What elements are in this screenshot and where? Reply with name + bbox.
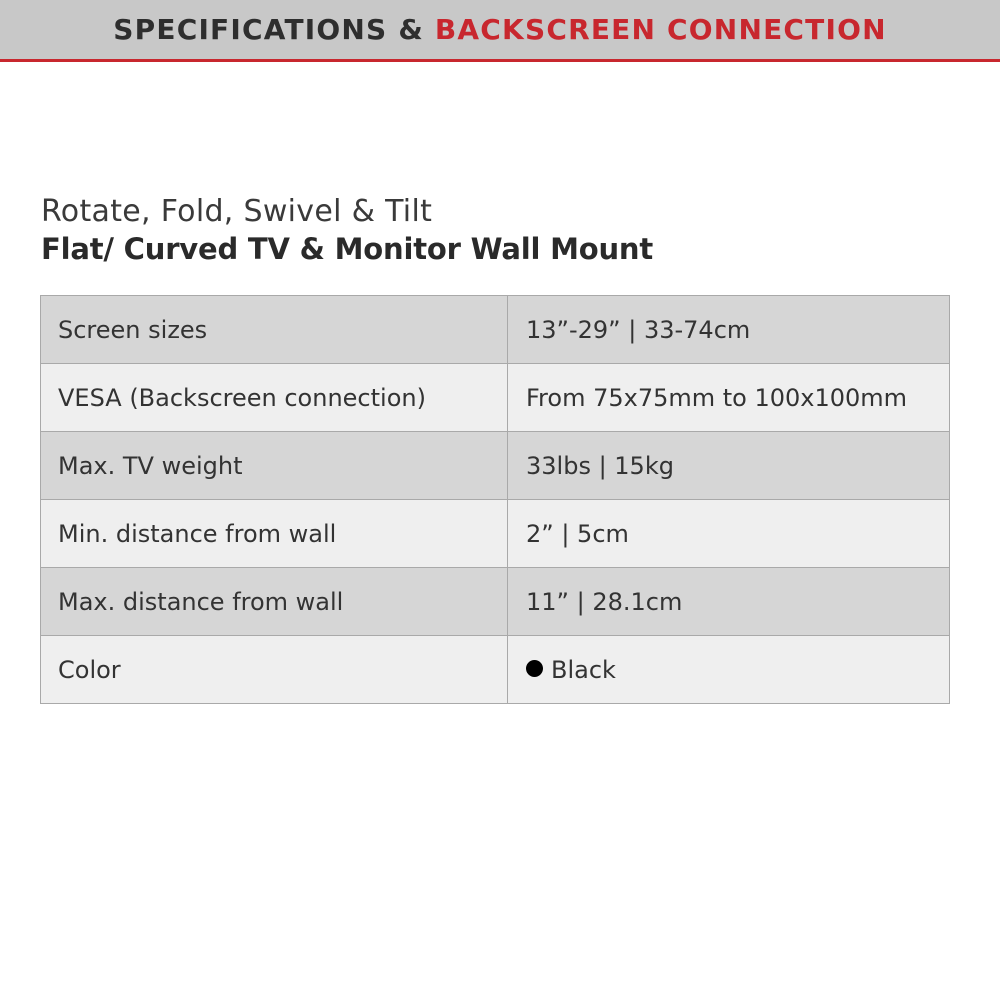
spec-label-color: Color [41, 636, 508, 704]
product-heading [41, 193, 653, 267]
spec-value-min-distance: 2” | 5cm [508, 500, 950, 568]
table-row [41, 636, 950, 704]
table-row [41, 296, 950, 364]
specifications-table [40, 295, 950, 704]
spec-label-screen-sizes: Screen sizes [41, 296, 508, 364]
spec-label-vesa [41, 364, 508, 432]
spec-label-max-tv-weight: Max. TV weight [41, 432, 508, 500]
product-title: Flat/ Curved TV & Monitor Wall Mount [41, 232, 654, 266]
spec-label-max-distance: Max. distance from wall [41, 568, 508, 636]
banner-title-part1: SPECIFICATIONS & [113, 13, 435, 46]
table-row [41, 432, 950, 500]
color-dot-icon [526, 660, 543, 677]
spec-value-vesa: From 75x75mm to 100x100mm [508, 364, 950, 432]
spec-value-max-tv-weight: 33lbs | 15kg [508, 432, 950, 500]
banner-title-part2: BACKSCREEN CONNECTION [434, 13, 887, 46]
spec-value-color: Black [551, 655, 616, 684]
table-row [41, 500, 950, 568]
product-subtitle: Rotate, Fold, Swivel & Tilt [41, 194, 433, 229]
spec-label-vesa-bold: VESA [58, 383, 122, 412]
spec-value-max-distance: 11” | 28.1cm [508, 568, 950, 636]
spec-value-color-cell [508, 636, 950, 704]
header-banner [0, 0, 1000, 62]
spec-value-screen-sizes: 13”-29” | 33-74cm [508, 296, 950, 364]
spec-label-vesa-detail: (Backscreen connection) [121, 383, 426, 412]
spec-label-min-distance: Min. distance from wall [41, 500, 508, 568]
table-row [41, 568, 950, 636]
table-row [41, 364, 950, 432]
